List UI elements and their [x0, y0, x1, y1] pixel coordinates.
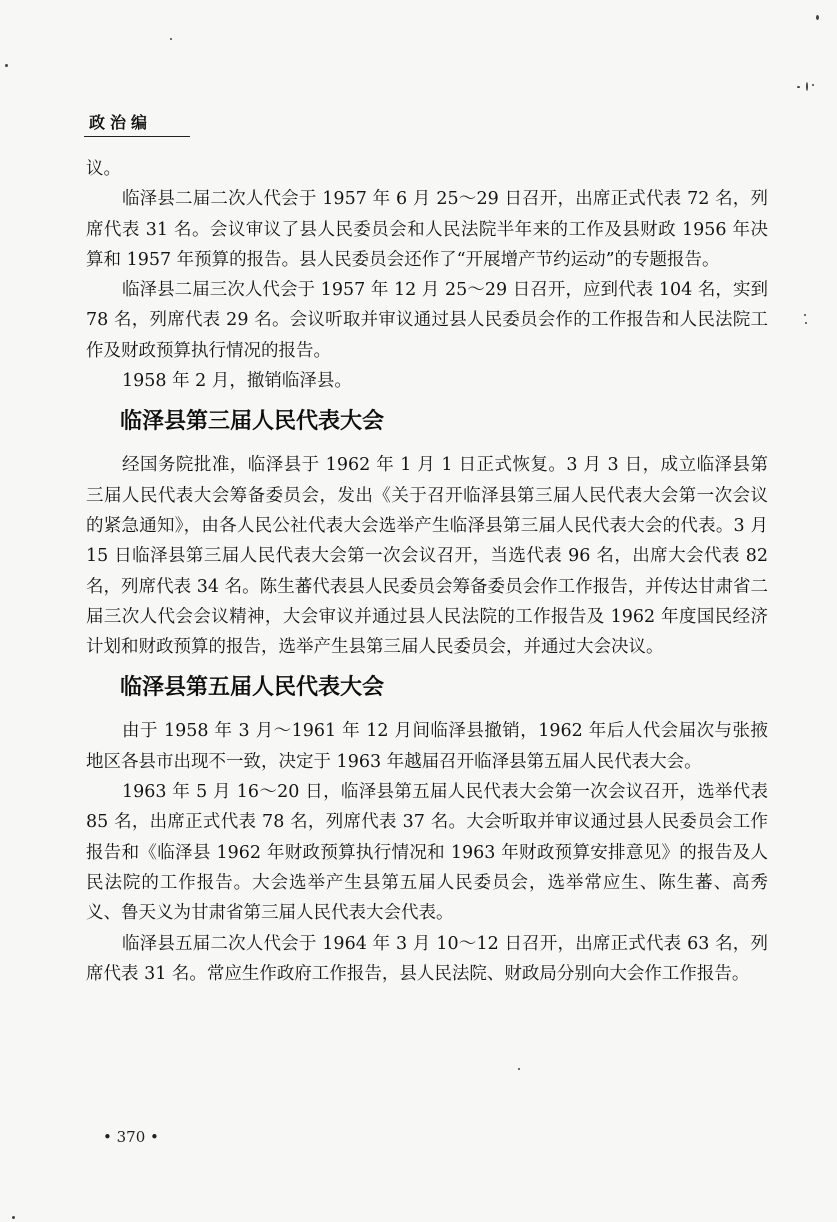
section-heading-fifth-congress: 临泽县第五届人民代表大会 [120, 675, 385, 701]
section-heading-third-congress: 临泽县第三届人民代表大会 [120, 409, 385, 435]
paragraph: 经国务院批准，临泽县于 1962 年 1 月 1 日正式恢复。3 月 3 日，成立临泽县第三届人民代表大会筹备委员会，发出《关于召开临泽县第三届人民代表大会第一次会议的紧急通知》，由各人民公社代表大会选举产生临泽县第三届人民代表大会的代表。3 月 15 日临泽县第三届人民代表大会第一次会议召开，当选代表 96 名，出席大会代表 82 名，列席代表 34 名。陈生蕃代表县人民委员会筹备委员会作工作报告，并传达甘肃省二届三次人代会会议精神，大会审议并通过县人民法院的工作报告及 1962 年度国民经济计划和财政预算的报告，选举产生县第三届人民委员会，并通过大会决议。 [86, 455, 768, 658]
scan-speck [797, 86, 800, 88]
scan-speck [12, 1216, 15, 1219]
paragraph: 1963 年 5 月 16～20 日，临泽县第五届人民代表大会第一次会议召开，选举代表 85 名，出席正式代表 78 名，列席代表 37 名。大会听取并审议通过县人民委员会工作报告和《临泽县 1962 年财政预算执行情况和 1963 年财政预算安排意见》的报告及人民法院的工作报告。大会选举产生县第五届人民委员会，选举常应生、陈生蕃、高秀义、鲁天义为甘肃省第三届人民代表大会代表。 [86, 782, 768, 924]
scan-speck [518, 1068, 520, 1070]
paragraph: 临泽县二届三次人代会于 1957 年 12 月 25～29 日召开，应到代表 104 名，实到 78 名，列席代表 29 名。会议听取并审议通过县人民委员会作的工作报告和人民法院工作及财政预算执行情况的报告。 [86, 280, 768, 361]
page-body [86, 154, 768, 989]
header-rule [84, 136, 190, 137]
paragraph: 临泽县五届二次人代会于 1964 年 3 月 10～12 日召开，出席正式代表 63 名，列席代表 31 名。常应生作政府工作报告，县人民法院、财政局分别向大会作工作报告。 [86, 933, 768, 984]
scan-speck [170, 38, 172, 40]
running-header: 政治编 [89, 113, 153, 132]
paragraph-continued: 议。 [86, 159, 121, 179]
scan-speck [5, 64, 8, 67]
scan-speck [806, 82, 808, 91]
scan-speck [816, 15, 819, 20]
scan-speck [805, 322, 807, 324]
scan-speck [804, 314, 806, 316]
paragraph: 1958 年 2 月，撤销临泽县。 [122, 371, 352, 392]
scan-speck [812, 84, 814, 86]
paragraph: 由于 1958 年 3 月～1961 年 12 月间临泽县撤销，1962 年后人代会届次与张掖地区各县市出现不一致，决定于 1963 年越届召开临泽县第五届人民代表大会。 [86, 721, 768, 772]
paragraph: 临泽县二届二次人代会于 1957 年 6 月 25～29 日召开，出席正式代表 72 名，列席代表 31 名。会议审议了县人民委员会和人民法院半年来的工作及县财政 1956 年决算和 1957 年预算的报告。县人民委员会还作了“开展增产节约运动”的专题报告。 [86, 189, 768, 270]
page-number: • 370 • [103, 1128, 159, 1146]
